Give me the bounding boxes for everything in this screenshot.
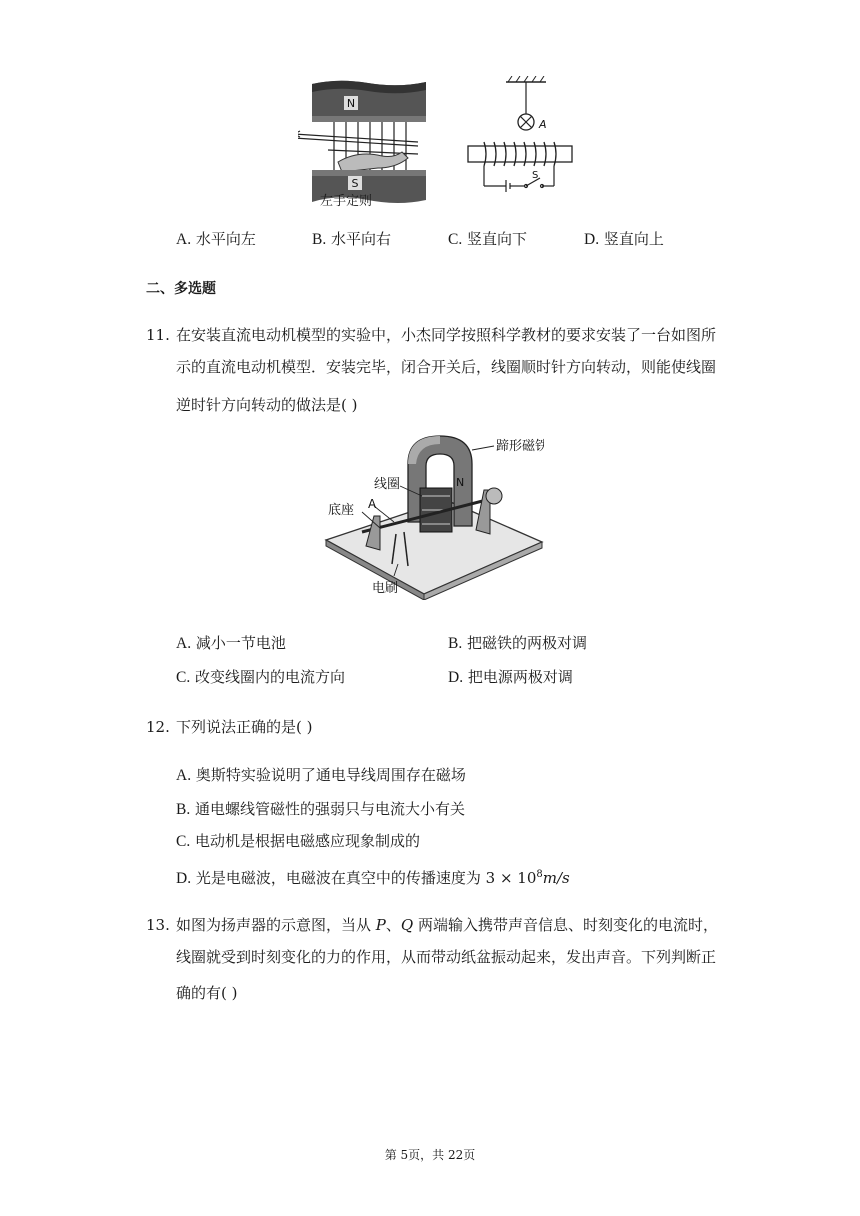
north-pole-label: N: [346, 97, 356, 110]
q11-option-d: D. 把电源两极对调: [448, 668, 573, 686]
q11-option-a: A. 减小一节电池: [176, 634, 286, 652]
page-footer: 第 5页，共 22页: [384, 1148, 476, 1162]
q11-stem-line-2: 示的直流电动机模型．安装完毕，闭合开关后，线圈顺时针方向转动，则能使线圈: [176, 358, 717, 376]
q11-number: 11.: [146, 326, 170, 344]
q10-figure-left: [298, 76, 438, 212]
q12-option-b: B. 通电螺线管磁性的强弱只与电流大小有关: [176, 800, 466, 818]
q13-stem-line-2: 线圈就受到时刻变化的力的作用，从而带动纸盆振动起来，发出声音。下列判断正: [176, 948, 717, 966]
section-title: 二、多选题: [146, 281, 216, 297]
q10-figure-right: [462, 76, 582, 196]
q11-stem-line-3: 逆时针方向转动的做法是( ): [176, 396, 358, 414]
q11-motor-figure: [322, 430, 544, 600]
point-a-label: A: [368, 497, 377, 511]
dc-motor-diagram: [322, 430, 544, 600]
brush-label: 电刷: [372, 581, 399, 596]
q13-stem-line-1: 如图为扬声器的示意图，当从 P、Q 两端输入携带声音信息、时刻变化的电流时，: [176, 916, 718, 934]
q11-option-b: B. 把磁铁的两极对调: [448, 634, 588, 652]
q12-option-c: C. 电动机是根据电磁感应现象制成的: [176, 832, 421, 850]
q12-option-a: A. 奥斯特实验说明了通电导线周围存在磁场: [176, 766, 466, 784]
solenoid-circuit-diagram: [462, 76, 582, 196]
magnet-label: 蹄形磁铁: [496, 439, 544, 454]
q10-option-d: D. 竖直向上: [584, 230, 664, 248]
q10-option-b: B. 水平向右: [312, 230, 392, 248]
q12-option-d: D. 光是电磁波，电磁波在真空中的传播速度为 $3 \times 10^8m/s$: [176, 869, 570, 887]
left-hand-rule-caption: 左手定则: [320, 194, 373, 209]
q12-stem: 下列说法正确的是( ): [176, 718, 313, 736]
q10-option-c: C. 竖直向下: [448, 230, 528, 248]
q12-number: 12.: [146, 718, 170, 736]
motor-n-pole-label: N: [456, 476, 465, 489]
q11-stem-line-1: 在安装直流电动机模型的实验中，小杰同学按照科学教材的要求安装了一台如图所: [176, 326, 717, 344]
base-label: 底座: [328, 503, 355, 518]
coil-label: 线圈: [374, 477, 401, 492]
q11-option-c: C. 改变线圈内的电流方向: [176, 668, 346, 686]
switch-label: S: [532, 170, 539, 181]
south-pole-label: S: [351, 177, 359, 190]
lamp-label: A: [539, 118, 547, 131]
speed-formula: $3 \times 10^8m/s$: [485, 869, 570, 887]
q10-option-a: A. 水平向左: [176, 230, 256, 248]
q13-stem-line-3: 确的有( ): [176, 984, 238, 1002]
q13-number: 13.: [146, 916, 170, 934]
